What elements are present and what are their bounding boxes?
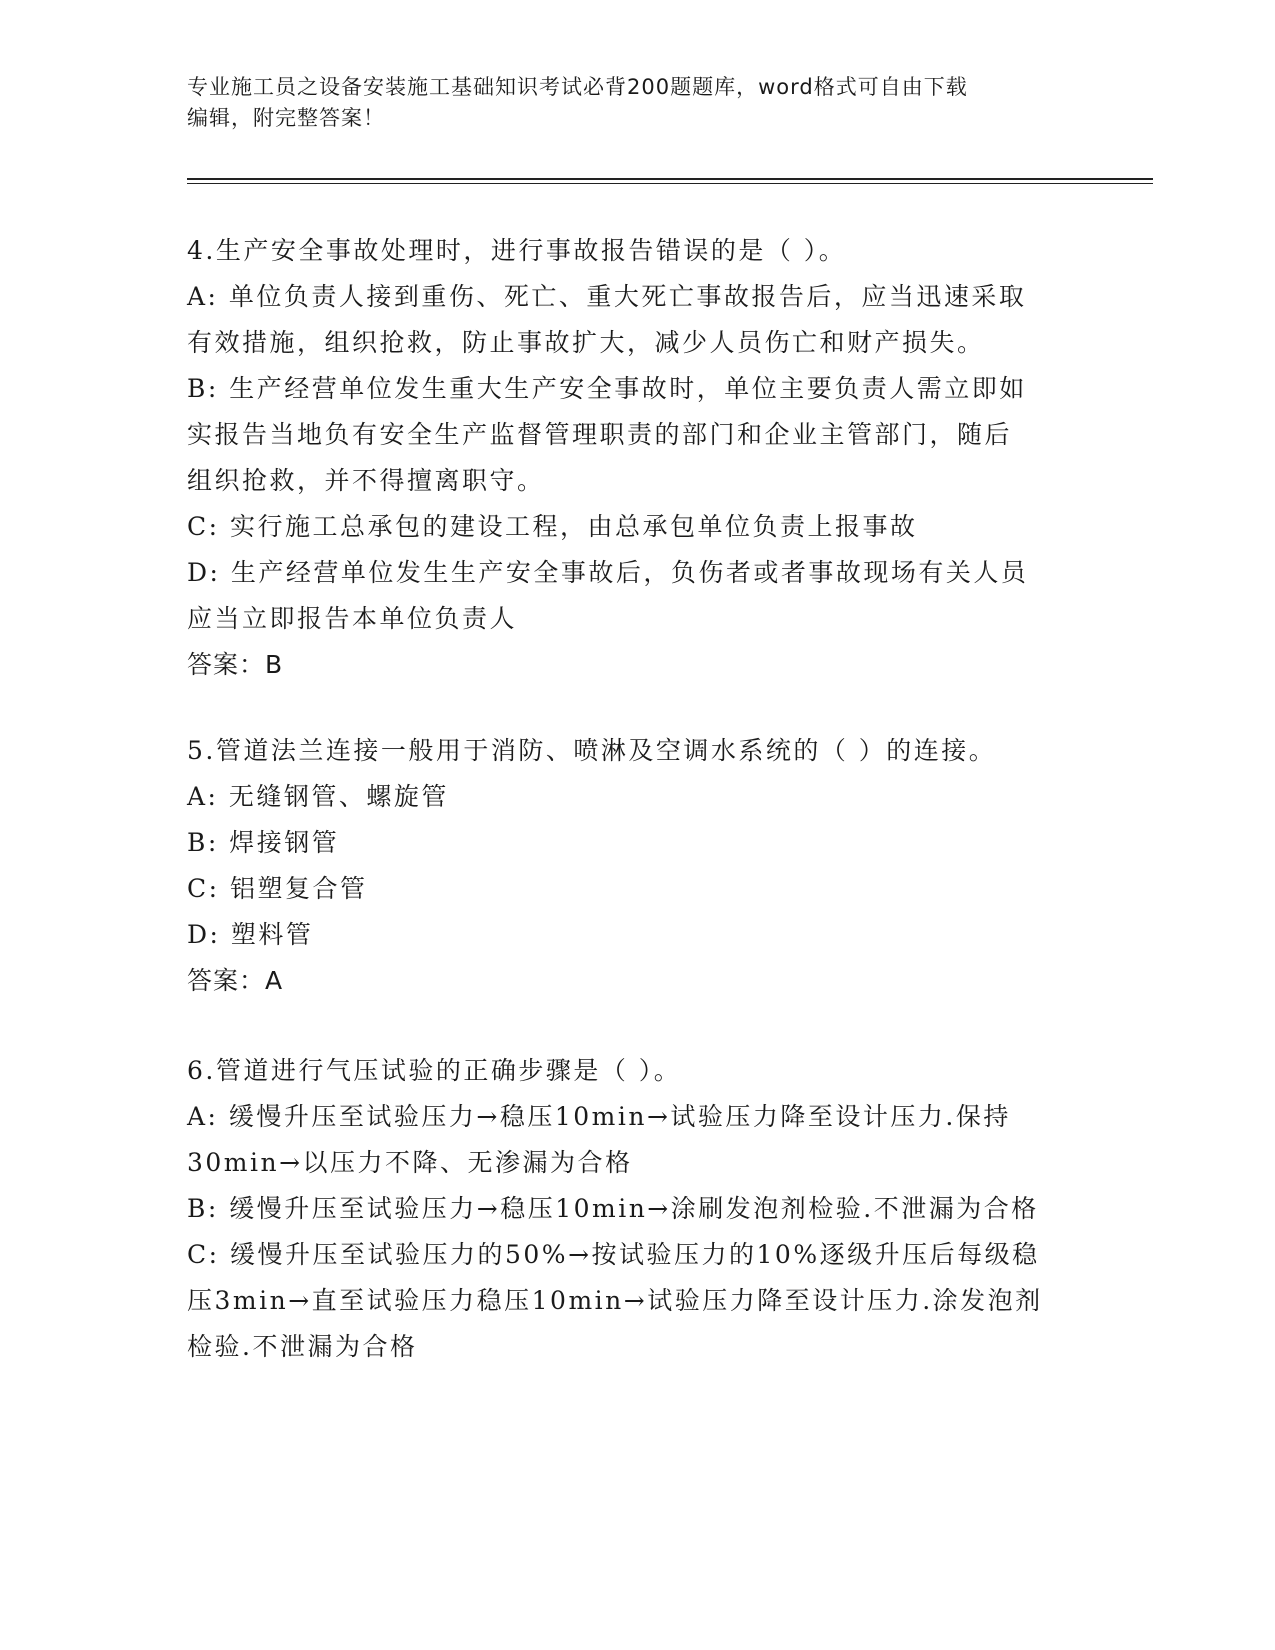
option-d: D: 塑料管 bbox=[187, 920, 314, 949]
header-divider-thin bbox=[187, 183, 1153, 184]
question-4 bbox=[187, 228, 1077, 688]
option-c: C: 缓慢升压至试验压力的50%→按试验压力的10%逐级升压后每级稳 bbox=[187, 1240, 1040, 1269]
question-stem: 4.生产安全事故处理时，进行事故报告错误的是（ ）。 bbox=[187, 236, 847, 265]
document-header bbox=[187, 72, 1087, 134]
option-b: B: 缓慢升压至试验压力→稳压10min→涂刷发泡剂检验.不泄漏为合格 bbox=[187, 1194, 1039, 1223]
option-c: C: 铝塑复合管 bbox=[187, 874, 368, 903]
option-d: D: 生产经营单位发生生产安全事故后，负伤者或者事故现场有关人员 bbox=[187, 558, 1029, 587]
option-b-cont: 组织抢救，并不得擅离职守。 bbox=[187, 466, 545, 495]
header-divider bbox=[187, 178, 1153, 180]
header-line-2: 编辑，附完整答案！ bbox=[187, 106, 385, 130]
header-line-1: 专业施工员之设备安装施工基础知识考试必背200题题库，word格式可自由下载 bbox=[187, 75, 968, 99]
option-c: C: 实行施工总承包的建设工程，由总承包单位负责上报事故 bbox=[187, 512, 918, 541]
option-b: B: 焊接钢管 bbox=[187, 828, 340, 857]
option-a: A: 缓慢升压至试验压力→稳压10min→试验压力降至设计压力.保持 bbox=[187, 1102, 1011, 1131]
option-b: B: 生产经营单位发生重大生产安全事故时，单位主要负责人需立即如 bbox=[187, 374, 1027, 403]
option-a-cont: 30min→以压力不降、无渗漏为合格 bbox=[187, 1148, 633, 1177]
question-stem: 6.管道进行气压试验的正确步骤是（ ）。 bbox=[187, 1056, 682, 1085]
option-a-cont: 有效措施，组织抢救，防止事故扩大，减少人员伤亡和财产损失。 bbox=[187, 328, 985, 357]
option-d-cont: 应当立即报告本单位负责人 bbox=[187, 604, 518, 633]
question-stem: 5.管道法兰连接一般用于消防、喷淋及空调水系统的（ ）的连接。 bbox=[187, 736, 997, 765]
option-a: A: 单位负责人接到重伤、死亡、重大死亡事故报告后，应当迅速采取 bbox=[187, 282, 1027, 311]
option-c-cont: 检验.不泄漏为合格 bbox=[187, 1332, 418, 1361]
option-b-cont: 实报告当地负有安全生产监督管理职责的部门和企业主管部门，随后 bbox=[187, 420, 1013, 449]
answer: 答案：B bbox=[187, 650, 284, 679]
option-a: A: 无缝钢管、螺旋管 bbox=[187, 782, 449, 811]
question-6 bbox=[187, 1048, 1077, 1370]
answer: 答案：A bbox=[187, 966, 284, 995]
question-5 bbox=[187, 728, 1077, 1004]
option-c-cont: 压3min→直至试验压力稳压10min→试验压力降至设计压力.涂发泡剂 bbox=[187, 1286, 1043, 1315]
